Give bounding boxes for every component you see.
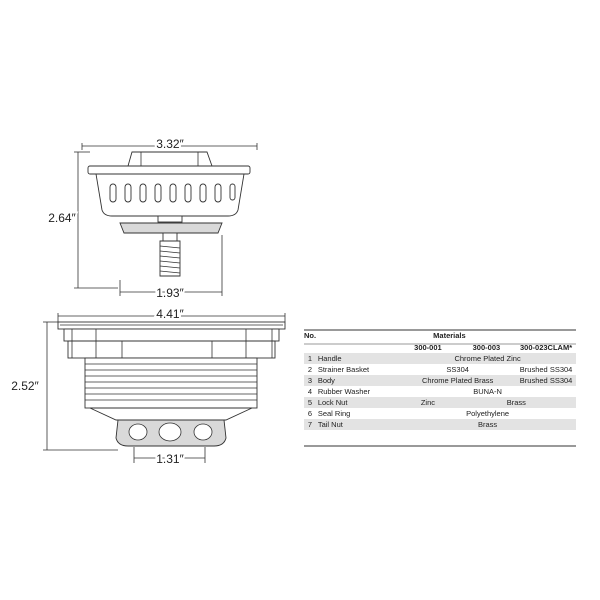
model-300-001: 300-001 — [414, 343, 442, 352]
dim-bottom-tail: 1.31″ — [156, 452, 184, 466]
table-row: 5 Lock Nut Zinc Brass — [304, 397, 576, 408]
materials-table — [304, 329, 576, 430]
model-300-003: 300-003 — [472, 343, 501, 352]
model-300-023clam: 300-023CLAM* — [520, 343, 573, 352]
strainer-body-view — [11, 307, 285, 466]
col-no-header: No. — [304, 331, 317, 340]
table-row: 7 Tail Nut Brass — [304, 419, 576, 430]
strainer-basket-view — [48, 137, 257, 300]
table-row: 1 Handle Chrome Plated Zinc — [304, 353, 576, 364]
dim-top-tail: 1.93″ — [156, 286, 184, 300]
dim-bottom-width: 4.41″ — [156, 307, 184, 321]
table-header-row — [304, 329, 576, 342]
table-row: 4 Rubber Washer BUNA-N — [307, 387, 502, 396]
table-row: 6 Seal Ring Polyethylene — [307, 409, 510, 418]
dim-top-height: 2.64″ — [48, 211, 76, 225]
table-row: 3 Body Chrome Plated Brass Brushed SS304 — [304, 375, 576, 386]
col-materials-header: Materials — [433, 331, 466, 340]
table-row: 2 Strainer Basket SS304 Brushed SS304 — [307, 365, 573, 374]
dim-top-width: 3.32″ — [156, 137, 184, 151]
dim-bottom-height: 2.52″ — [11, 379, 39, 393]
model-header-row — [304, 342, 576, 353]
